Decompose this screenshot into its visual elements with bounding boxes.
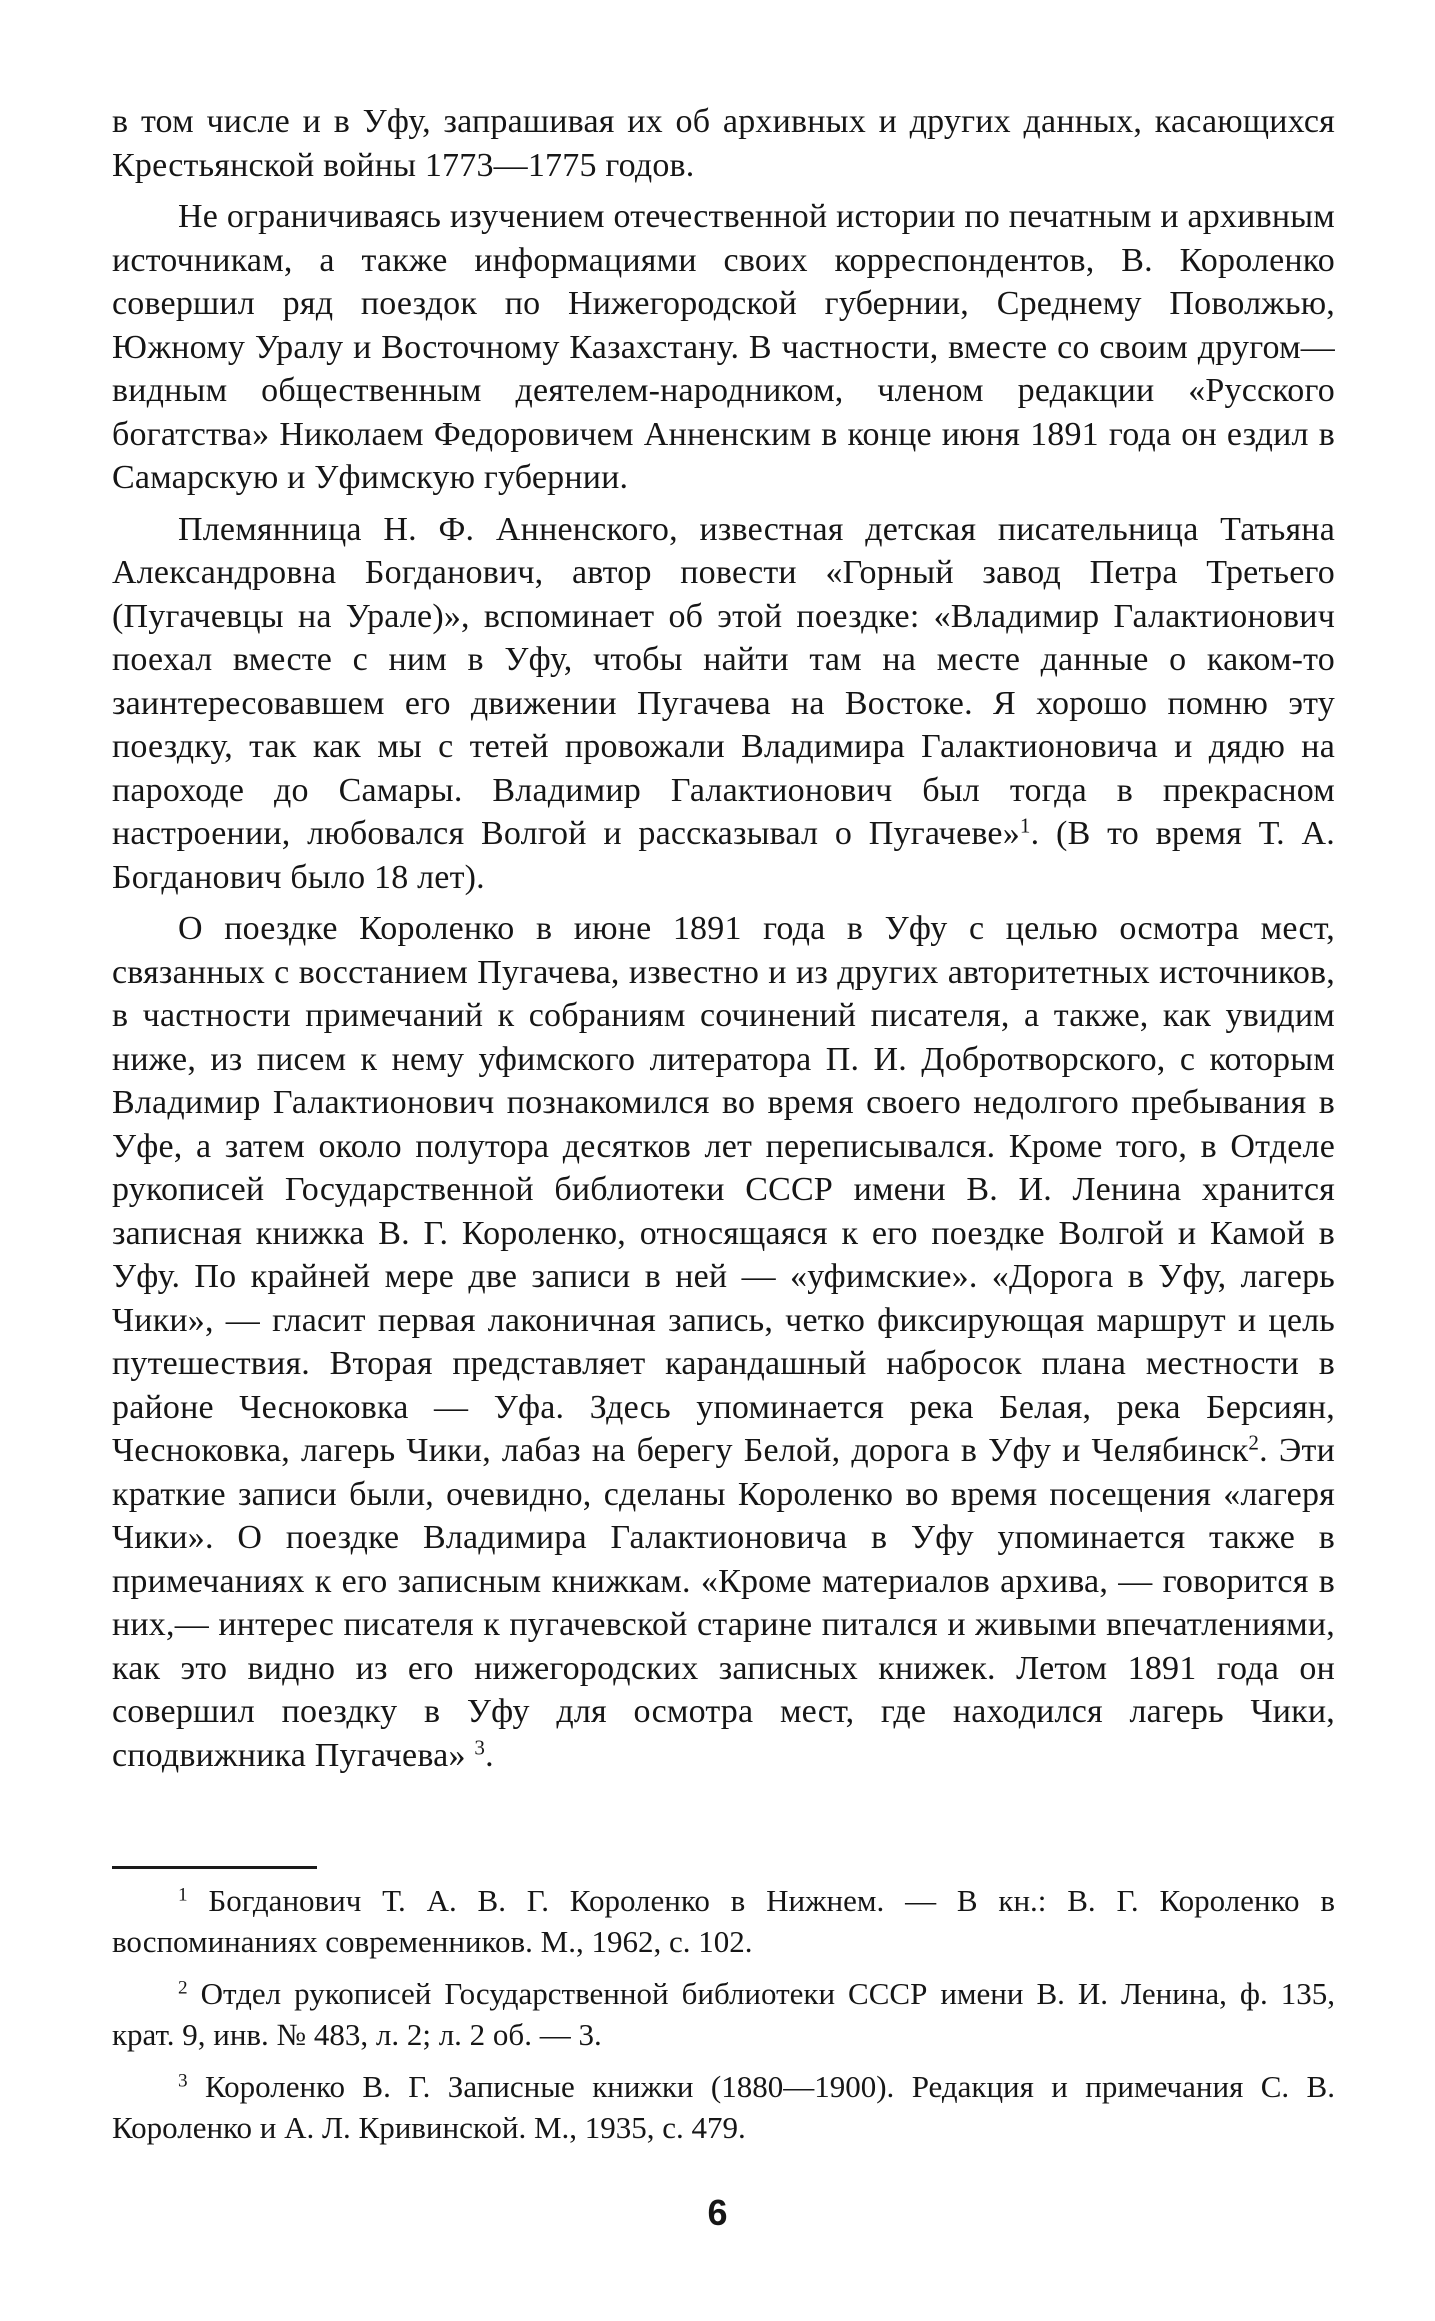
footnote — [112, 1973, 1335, 2055]
paragraph-text: . Эти краткие записи были, очевидно, сделаны Короленко во время посещения «лагеря Чики». О поездке Владимира Галактионовича в Уфу упоминается также в примечаниях к его записным книжкам. «Кроме материалов архива, — говорится в них,— интерес писателя к пугачевской старине питался и живыми впечатлениями, как это видно из его нижегородских записных книжек. Летом 1891 года он совершил поездку в Уфу для осмотра мест, где находился лагерь Чики, сподвижника Пугачева» — [112, 1432, 1335, 1774]
footnote-mark: 1 — [178, 1884, 188, 1906]
footnote-ref: 1 — [1019, 813, 1031, 838]
paragraph — [112, 907, 1335, 1777]
paragraph-text: Племянница Н. Ф. Анненского, известная детская писательница Татьяна Александровна Богданович, автор повести «Горный завод Петра Третьего (Пугачевцы на Урале)», вспоминает об этой поездке: «Владимир Галактионович поехал вместе с ним в Уфу, чтобы найти там на месте данные о каком-то заинтересовавшем его движении Пугачева на Востоке. Я хорошо помню эту поездку, так как мы с тетей провожали Владимира Галактионовича и дядю на пароходе до Самары. Владимир Галактионович был тогда в прекрасном настроении, любовался Волгой и рассказывал о Пугачеве» — [112, 510, 1335, 852]
paragraph-text: Не ограничиваясь изучением отечественной истории по печатным и архивным источникам, а также информациями своих корреспондентов, В. Короленко совершил ряд поездок по Нижегородской губернии, Среднему Поволжью, Южному Уралу и Восточному Казахстану. В частности, вместе со своим другом—видным общественным деятелем-народником, членом редакции «Русского богатства» Николаем Федоровичем Анненским в конце июня 1891 года он ездил в Самарскую и Уфимскую губернии. — [112, 198, 1335, 496]
paragraph-text: в том числе и в Уфу, запрашивая их об архивных и других данных, касающихся Крестьянской войны 1773—1775 годов. — [112, 103, 1335, 184]
footnote — [112, 2066, 1335, 2148]
paragraph-text-tail: . (В то время Т. А. Богданович было 18 лет). — [112, 815, 1335, 896]
footnotes — [112, 1880, 1335, 2159]
main-text — [112, 100, 1335, 1785]
paragraph-continuation — [112, 100, 1335, 187]
footnote-divider — [112, 1866, 317, 1869]
page-number: 6 — [707, 2192, 728, 2233]
footnote-mark: 2 — [178, 1977, 188, 1999]
footnote-text: Отдел рукописей Государственной библиотеки СССР имени В. И. Ленина, ф. 135, крат. 9, инв. № 483, л. 2; л. 2 об. — 3. — [112, 1976, 1335, 2052]
footnote-text: Богданович Т. А. В. Г. Короленко в Нижнем. — В кн.: В. Г. Короленко в воспоминаниях современников. М., 1962, с. 102. — [112, 1883, 1335, 1959]
footnote-mark: 3 — [178, 2070, 188, 2092]
paragraph — [112, 195, 1335, 500]
paragraph — [112, 508, 1335, 900]
paragraph-text-tail: . — [485, 1736, 494, 1774]
footnote-text: Короленко В. Г. Записные книжки (1880—1900). Редакция и примечания С. В. Короленко и А. Л. Кривинской. М., 1935, с. 479. — [112, 2069, 1335, 2145]
paragraph-text: О поездке Короленко в июне 1891 года в Уфу с целью осмотра мест, связанных с восстанием Пугачева, известно и из других авторитетных источников, в частности примечаний к собраниям сочинений писателя, а также, как увидим ниже, из писем к нему уфимского литератора П. И. Добротворского, с которым Владимир Галактионович познакомился во время своего недолгого пребывания в Уфе, а затем около полутора десятков лет переписывался. Кроме того, в Отделе рукописей Государственной библиотеки СССР имени В. И. Ленина хранится записная книжка В. Г. Короленко, относящаяся к его поездке Волгой и Камой в Уфу. По крайней мере две записи в ней — «уфимские». «Дорога в Уфу, лагерь Чики», — гласит первая лаконичная запись, четко фиксирующая маршрут и цель путешествия. Вторая представляет карандашный набросок плана местности в районе Чесноковка — Уфа. Здесь упоминается река Белая, река Берсиян, Чесноковка, лагерь Чики, лабаз на берегу Белой, дорога в Уфу и Челябинск — [112, 910, 1335, 1469]
footnote-ref: 2 — [1248, 1430, 1260, 1455]
footnote-ref: 3 — [474, 1734, 486, 1759]
footnote — [112, 1880, 1335, 1962]
